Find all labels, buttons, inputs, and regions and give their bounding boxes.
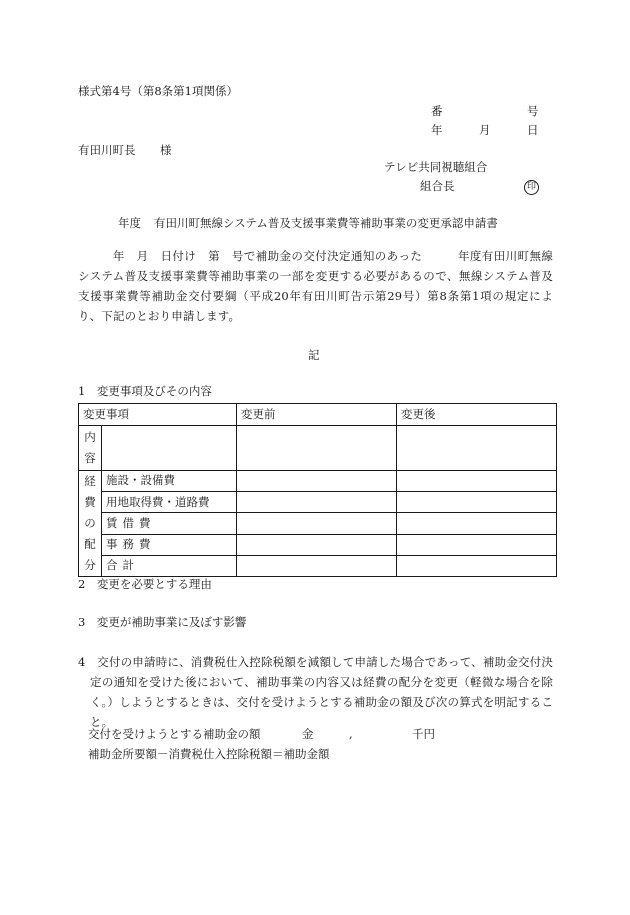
date-month-label: 月 xyxy=(479,123,491,137)
table-row xyxy=(79,513,557,534)
keihi-row-label: 賃借費 xyxy=(102,513,237,534)
naiyou-cell xyxy=(102,426,237,471)
keihi-after-cell xyxy=(397,471,557,492)
keihi-char-1: 経 xyxy=(84,474,96,488)
naiyou-after-cell xyxy=(397,426,557,471)
addressee-honorific: 様 xyxy=(160,143,172,157)
naiyou-label xyxy=(79,426,102,471)
section4-text: 4 交付の申請時に、消費税仕入控除税額を減額して申請した場合であって、補助金交付決定の通知を受けた後において、補助事業の内容又は経費の配分を変更（軽微な場合を除く。）しようとするときは、交付を受けようとする補助金の額及び次の算式を明記すること。 xyxy=(78,655,553,729)
section2-heading: 2 変更を必要とする理由 xyxy=(78,577,212,591)
keihi-char-2: 費 xyxy=(84,495,96,509)
amount-label: 交付を受けようとする補助金の額 xyxy=(88,727,261,741)
keihi-char-4: 配 xyxy=(84,537,96,551)
table-header-row xyxy=(79,404,557,426)
keihi-before-cell xyxy=(237,492,397,513)
applicant-role: 組合長 xyxy=(420,179,455,193)
table-row-naiyou xyxy=(79,426,557,471)
section1-heading: 1 変更事項及びその内容 xyxy=(78,384,212,398)
form-number-header: 様式第4号（第8条第1項関係） xyxy=(78,84,238,98)
naiyou-char-2: 容 xyxy=(84,451,96,465)
document-title: 有田川町無線システム普及支援事業費等補助事業の変更承認申請書 xyxy=(154,216,498,230)
header-henkou-jikou: 変更事項 xyxy=(79,404,237,426)
keihi-char-5: 分 xyxy=(84,558,96,572)
number-label: 番 xyxy=(431,104,443,118)
keihi-row-label: 施設・設備費 xyxy=(102,471,237,492)
formula-text: 補助金所要額－消費税仕入控除税額＝補助金額 xyxy=(88,747,330,761)
section3-heading: 3 変更が補助事業に及ぼす影響 xyxy=(78,615,247,629)
keihi-before-cell xyxy=(237,534,397,555)
table-row xyxy=(79,471,557,492)
keihi-before-cell xyxy=(237,555,397,576)
keihi-row-label: 事務費 xyxy=(102,534,237,555)
keihi-after-cell xyxy=(397,492,557,513)
keihi-char-3: の xyxy=(84,516,96,530)
keihi-row-label: 用地取得費・道路費 xyxy=(102,492,237,513)
keihi-after-cell xyxy=(397,513,557,534)
table-row xyxy=(79,492,557,513)
addressee-name: 有田川町長 xyxy=(78,143,136,157)
senen-label: 千円 xyxy=(412,727,435,741)
keihi-row-label: 合計 xyxy=(102,555,237,576)
naiyou-char-1: 内 xyxy=(84,430,96,444)
ki-mark: 記 xyxy=(308,348,320,362)
change-table xyxy=(78,403,557,577)
go-label: 号 xyxy=(527,104,539,118)
keihi-before-cell xyxy=(237,513,397,534)
seal-mark: 印 xyxy=(524,180,539,195)
header-henkou-go: 変更後 xyxy=(397,404,557,426)
keihi-before-cell xyxy=(237,471,397,492)
title-nendo: 年度 xyxy=(118,216,141,230)
keihi-after-cell xyxy=(397,534,557,555)
naiyou-before-cell xyxy=(237,426,397,471)
table-row xyxy=(79,534,557,555)
kin-label: 金 xyxy=(302,727,314,741)
keihi-label xyxy=(79,471,102,577)
table-row xyxy=(79,555,557,576)
body-paragraph: 年 月 日付け 第 号で補助金の交付決定通知のあった 年度有田川町無線システム普及支援事業費等補助事業の一部を変更する必要があるので、無線システム普及支援事業費等補助金交付要綱（平成20年有田川町告示第29号）第8条第1項の規定により、下記のとおり申請します。 xyxy=(78,249,553,323)
applicant-org: テレビ共同視聴組合 xyxy=(384,160,488,174)
date-year-label: 年 xyxy=(431,123,443,137)
keihi-after-cell xyxy=(397,555,557,576)
comma-mark: , xyxy=(349,727,353,741)
header-henkou-mae: 変更前 xyxy=(237,404,397,426)
date-day-label: 日 xyxy=(527,123,539,137)
